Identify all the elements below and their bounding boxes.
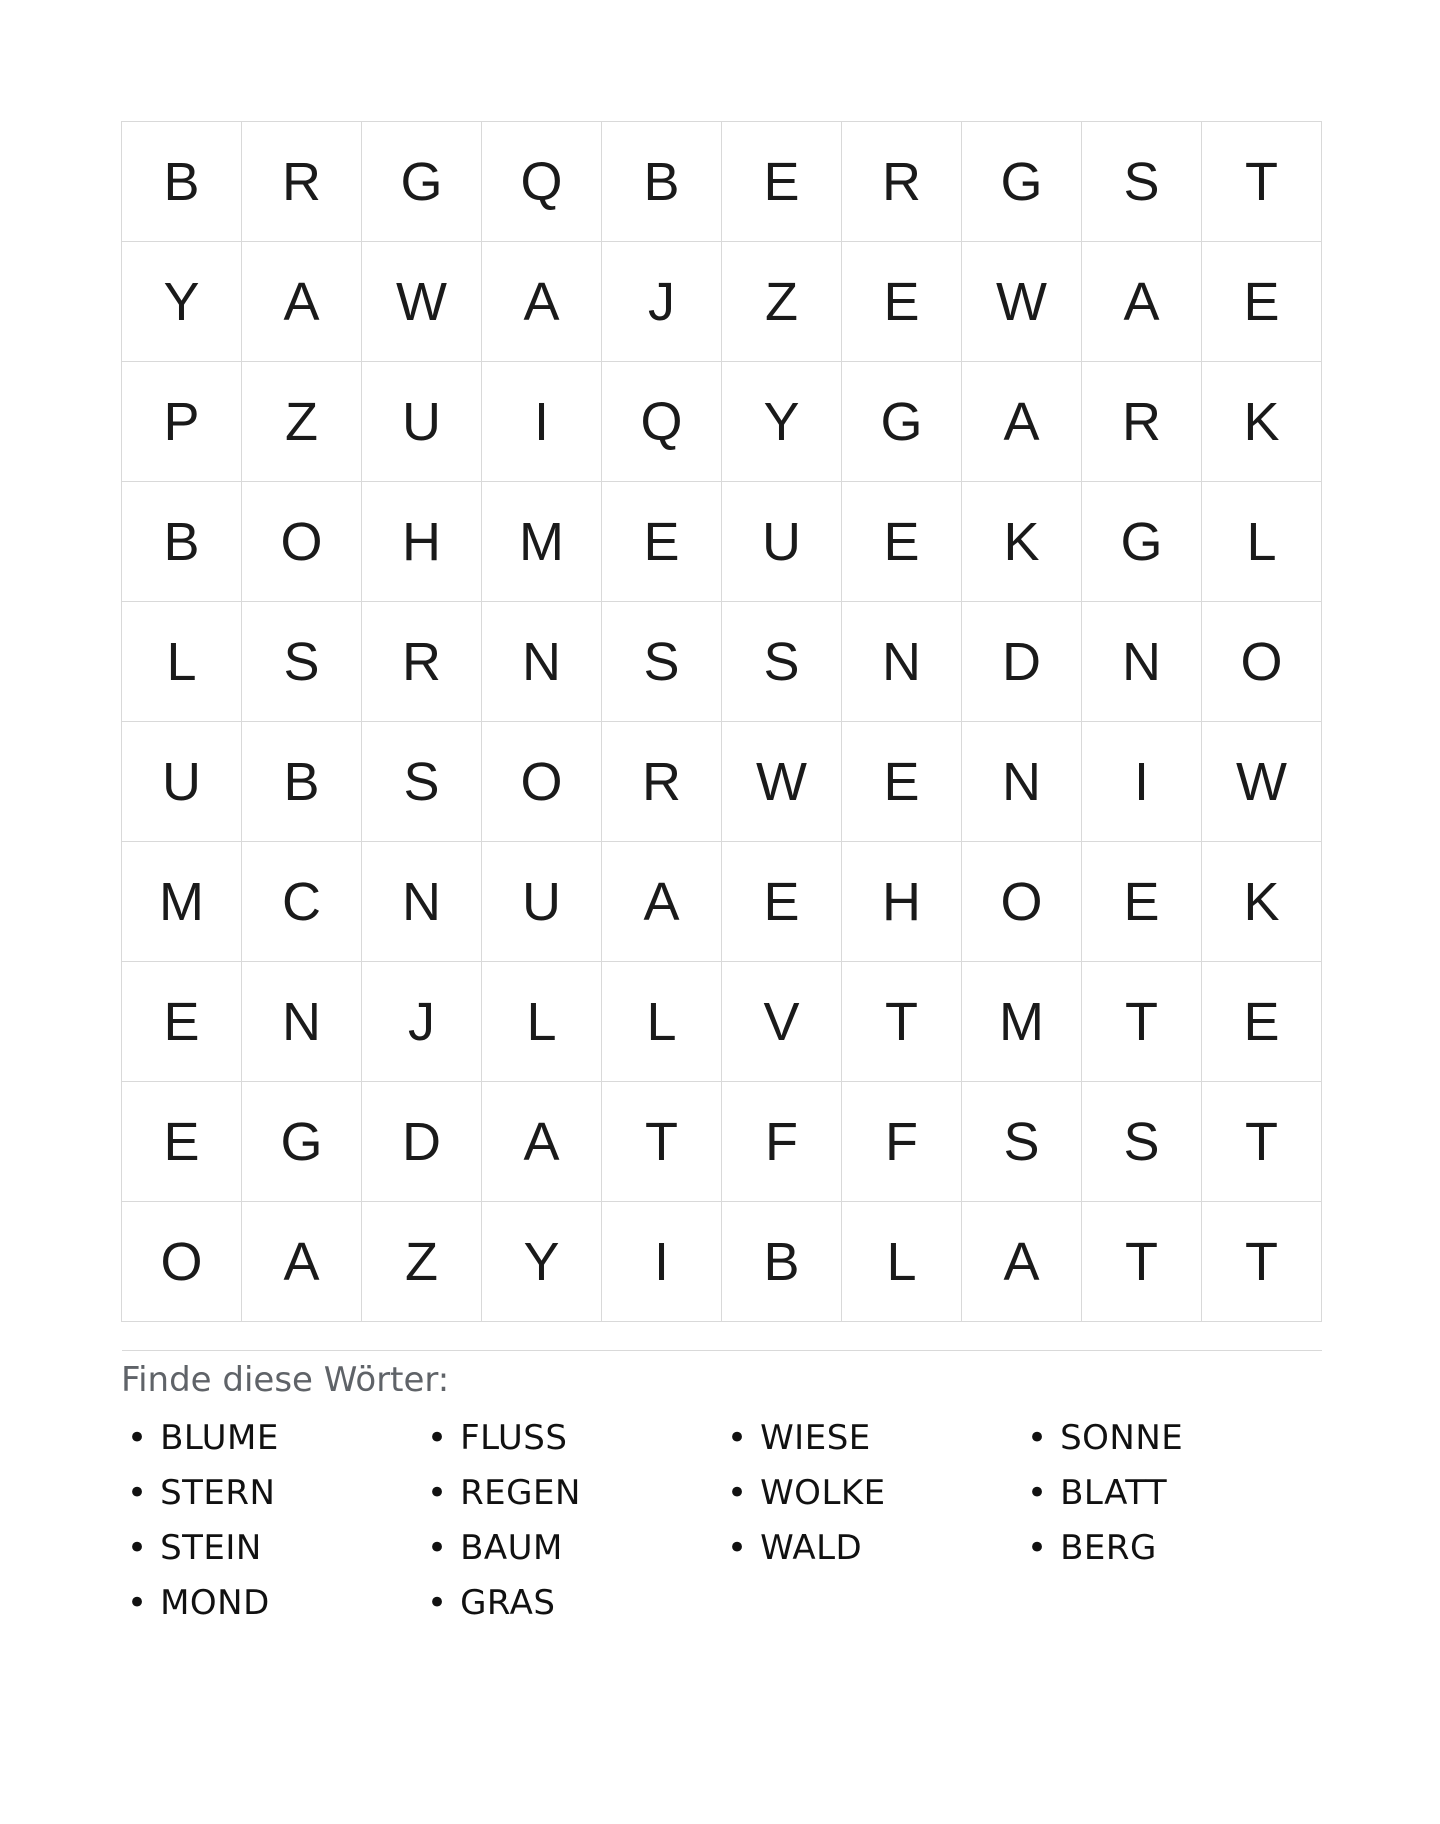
word-label: BERG: [1060, 1528, 1157, 1568]
grid-cell[interactable]: Q: [482, 122, 602, 242]
grid-cell[interactable]: B: [122, 482, 242, 602]
word-label: BLUME: [160, 1418, 279, 1458]
puzzle-content: [121, 121, 1322, 1631]
bullet-icon: •: [127, 1528, 148, 1568]
bullet-icon: •: [427, 1528, 448, 1568]
grid-cell[interactable]: U: [482, 842, 602, 962]
grid-cell[interactable]: O: [122, 1202, 242, 1322]
grid-cell[interactable]: D: [362, 1082, 482, 1202]
grid-cell[interactable]: E: [1082, 842, 1202, 962]
grid-cell[interactable]: G: [242, 1082, 362, 1202]
grid-cell[interactable]: H: [842, 842, 962, 962]
grid-cell[interactable]: E: [1202, 962, 1322, 1082]
word-list: [121, 1411, 1322, 1631]
grid-cell[interactable]: E: [122, 962, 242, 1082]
grid-cell[interactable]: W: [1202, 722, 1322, 842]
grid-cell[interactable]: K: [962, 482, 1082, 602]
grid-cell[interactable]: T: [842, 962, 962, 1082]
grid-cell[interactable]: A: [482, 1082, 602, 1202]
grid-cell[interactable]: A: [482, 242, 602, 362]
grid-cell[interactable]: B: [602, 122, 722, 242]
grid-cell[interactable]: U: [122, 722, 242, 842]
grid-cell[interactable]: R: [602, 722, 722, 842]
grid-cell[interactable]: O: [242, 482, 362, 602]
bullet-icon: •: [127, 1473, 148, 1513]
grid-cell[interactable]: Y: [482, 1202, 602, 1322]
word-label: WALD: [760, 1528, 863, 1568]
word-list-item: [1021, 1466, 1321, 1521]
grid-cell[interactable]: R: [362, 602, 482, 722]
bullet-icon: •: [727, 1473, 748, 1513]
grid-cell[interactable]: A: [962, 1202, 1082, 1322]
grid-cell[interactable]: O: [482, 722, 602, 842]
word-label: MOND: [160, 1583, 270, 1623]
grid-cell[interactable]: H: [362, 482, 482, 602]
word-list-item: [1021, 1411, 1321, 1466]
bullet-icon: •: [427, 1473, 448, 1513]
separator: [122, 1350, 1322, 1351]
grid-cell[interactable]: G: [842, 362, 962, 482]
grid-cell[interactable]: J: [602, 242, 722, 362]
grid-cell[interactable]: L: [602, 962, 722, 1082]
grid-cell[interactable]: Z: [722, 242, 842, 362]
grid-cell[interactable]: T: [602, 1082, 722, 1202]
grid-cell[interactable]: T: [1202, 122, 1322, 242]
grid-cell[interactable]: I: [602, 1202, 722, 1322]
grid-cell[interactable]: B: [122, 122, 242, 242]
grid-cell[interactable]: O: [962, 842, 1082, 962]
word-list-item: [721, 1521, 1021, 1576]
grid-cell[interactable]: U: [362, 362, 482, 482]
grid-cell[interactable]: M: [122, 842, 242, 962]
grid-cell[interactable]: N: [362, 842, 482, 962]
word-list-item: [421, 1466, 721, 1521]
grid-cell[interactable]: W: [362, 242, 482, 362]
grid-cell[interactable]: Y: [122, 242, 242, 362]
grid-cell[interactable]: A: [602, 842, 722, 962]
word-list-column: [721, 1411, 1021, 1576]
grid-cell[interactable]: F: [842, 1082, 962, 1202]
grid-cell[interactable]: R: [1082, 362, 1202, 482]
word-list-item: [121, 1411, 421, 1466]
grid-cell[interactable]: K: [1202, 362, 1322, 482]
word-list-item: [121, 1576, 421, 1631]
grid-cell[interactable]: G: [1082, 482, 1202, 602]
word-list-item: [721, 1411, 1021, 1466]
grid-cell[interactable]: R: [842, 122, 962, 242]
grid-cell[interactable]: W: [962, 242, 1082, 362]
bullet-icon: •: [1027, 1473, 1048, 1513]
grid-cell[interactable]: Y: [722, 362, 842, 482]
grid-cell[interactable]: E: [842, 482, 962, 602]
word-label: SONNE: [1060, 1418, 1184, 1458]
grid-cell[interactable]: S: [962, 1082, 1082, 1202]
grid-cell[interactable]: L: [122, 602, 242, 722]
word-list-item: [121, 1466, 421, 1521]
word-list-item: [421, 1576, 721, 1631]
bullet-icon: •: [127, 1583, 148, 1623]
grid-cell[interactable]: E: [602, 482, 722, 602]
bullet-icon: •: [1027, 1418, 1048, 1458]
bullet-icon: •: [727, 1528, 748, 1568]
grid-cell[interactable]: E: [842, 722, 962, 842]
grid-cell[interactable]: N: [482, 602, 602, 722]
grid-cell[interactable]: A: [242, 242, 362, 362]
grid-cell[interactable]: G: [962, 122, 1082, 242]
grid-cell[interactable]: Z: [362, 1202, 482, 1322]
word-list-item: [421, 1521, 721, 1576]
grid-cell[interactable]: I: [1082, 722, 1202, 842]
word-label: GRAS: [460, 1583, 556, 1623]
grid-cell[interactable]: T: [1202, 1082, 1322, 1202]
grid-cell[interactable]: J: [362, 962, 482, 1082]
letter-grid: [121, 121, 1322, 1322]
grid-cell[interactable]: T: [1082, 962, 1202, 1082]
grid-cell[interactable]: T: [1202, 1202, 1322, 1322]
word-list-item: [1021, 1521, 1321, 1576]
grid-cell[interactable]: L: [842, 1202, 962, 1322]
word-label: WOLKE: [760, 1473, 886, 1513]
grid-cell[interactable]: E: [722, 842, 842, 962]
grid-cell[interactable]: M: [962, 962, 1082, 1082]
grid-cell[interactable]: S: [362, 722, 482, 842]
grid-cell[interactable]: E: [842, 242, 962, 362]
grid-cell[interactable]: E: [722, 122, 842, 242]
word-list-column: [421, 1411, 721, 1631]
word-list-column: [121, 1411, 421, 1631]
bullet-icon: •: [1027, 1528, 1048, 1568]
grid-cell[interactable]: M: [482, 482, 602, 602]
grid-cell[interactable]: A: [962, 362, 1082, 482]
grid-cell[interactable]: N: [962, 722, 1082, 842]
word-label: FLUSS: [460, 1418, 568, 1458]
bullet-icon: •: [127, 1418, 148, 1458]
grid-cell[interactable]: K: [1202, 842, 1322, 962]
grid-cell[interactable]: F: [722, 1082, 842, 1202]
grid-cell[interactable]: S: [1082, 1082, 1202, 1202]
grid-cell[interactable]: N: [242, 962, 362, 1082]
grid-cell[interactable]: L: [482, 962, 602, 1082]
bullet-icon: •: [427, 1583, 448, 1623]
grid-cell[interactable]: V: [722, 962, 842, 1082]
word-label: BLATT: [1060, 1473, 1168, 1513]
word-list-item: [121, 1521, 421, 1576]
word-label: STEIN: [160, 1528, 262, 1568]
word-label: REGEN: [460, 1473, 581, 1513]
bullet-icon: •: [727, 1418, 748, 1458]
word-list-item: [421, 1411, 721, 1466]
grid-cell[interactable]: C: [242, 842, 362, 962]
grid-cell[interactable]: N: [1082, 602, 1202, 722]
grid-cell[interactable]: A: [1082, 242, 1202, 362]
grid-cell[interactable]: T: [1082, 1202, 1202, 1322]
grid-cell[interactable]: E: [1202, 242, 1322, 362]
word-label: STERN: [160, 1473, 276, 1513]
grid-cell[interactable]: G: [362, 122, 482, 242]
grid-cell[interactable]: R: [242, 122, 362, 242]
grid-cell[interactable]: A: [242, 1202, 362, 1322]
grid-cell[interactable]: Q: [602, 362, 722, 482]
grid-cell[interactable]: S: [602, 602, 722, 722]
grid-cell[interactable]: W: [722, 722, 842, 842]
word-label: WIESE: [760, 1418, 871, 1458]
grid-cell[interactable]: D: [962, 602, 1082, 722]
word-list-heading: Finde diese Wörter:: [121, 1360, 450, 1400]
grid-cell[interactable]: P: [122, 362, 242, 482]
word-label: BAUM: [460, 1528, 563, 1568]
grid-cell[interactable]: O: [1202, 602, 1322, 722]
grid-cell[interactable]: U: [722, 482, 842, 602]
grid-cell[interactable]: E: [122, 1082, 242, 1202]
grid-cell[interactable]: L: [1202, 482, 1322, 602]
word-list-item: [721, 1466, 1021, 1521]
grid-cell[interactable]: S: [722, 602, 842, 722]
word-list-column: [1021, 1411, 1321, 1576]
grid-cell[interactable]: S: [242, 602, 362, 722]
grid-cell[interactable]: N: [842, 602, 962, 722]
grid-cell[interactable]: I: [482, 362, 602, 482]
grid-cell[interactable]: S: [1082, 122, 1202, 242]
grid-cell[interactable]: Z: [242, 362, 362, 482]
grid-cell[interactable]: B: [242, 722, 362, 842]
grid-cell[interactable]: B: [722, 1202, 842, 1322]
bullet-icon: •: [427, 1418, 448, 1458]
